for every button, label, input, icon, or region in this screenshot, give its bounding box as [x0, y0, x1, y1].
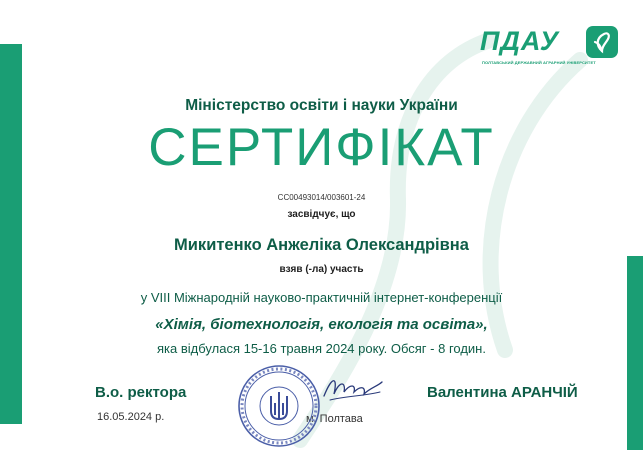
rector-label: В.о. ректора [95, 384, 187, 401]
certifies-text: засвідчує, що [287, 209, 356, 220]
leaf-icon [586, 26, 618, 58]
conference-dates: яка відбулася 15-16 травня 2024 року. Обсяг - 8 годин. [157, 341, 486, 356]
signature [320, 372, 386, 404]
conference-topic: «Хімія, біотехнологія, екологія та освіта», [155, 316, 488, 333]
rector-name: Валентина АРАНЧІЙ [427, 384, 578, 401]
serial-number: СС00493014/003601-24 [277, 193, 366, 202]
certificate-title: СЕРТИФІКАТ [148, 118, 495, 177]
participation-text: взяв (-ла) участь [279, 264, 364, 275]
city-label: м. Полтава [306, 413, 363, 425]
ministry-heading: Міністерство освіти і науки України [185, 97, 458, 114]
issue-date: 16.05.2024 р. [97, 411, 165, 423]
logo-name: ПДАУ [480, 26, 560, 56]
trident-seal-icon [236, 363, 322, 449]
university-logo [474, 20, 636, 70]
recipient-name: Микитенко Анжеліка Олександрівна [174, 236, 469, 254]
logo-subtitle: ПОЛТАВСЬКИЙ ДЕРЖАВНИЙ АГРАРНИЙ УНІВЕРСИТЕТ [482, 60, 596, 65]
conference-line: у VIII Міжнародній науково-практичній інтернет-конференції [140, 290, 503, 305]
